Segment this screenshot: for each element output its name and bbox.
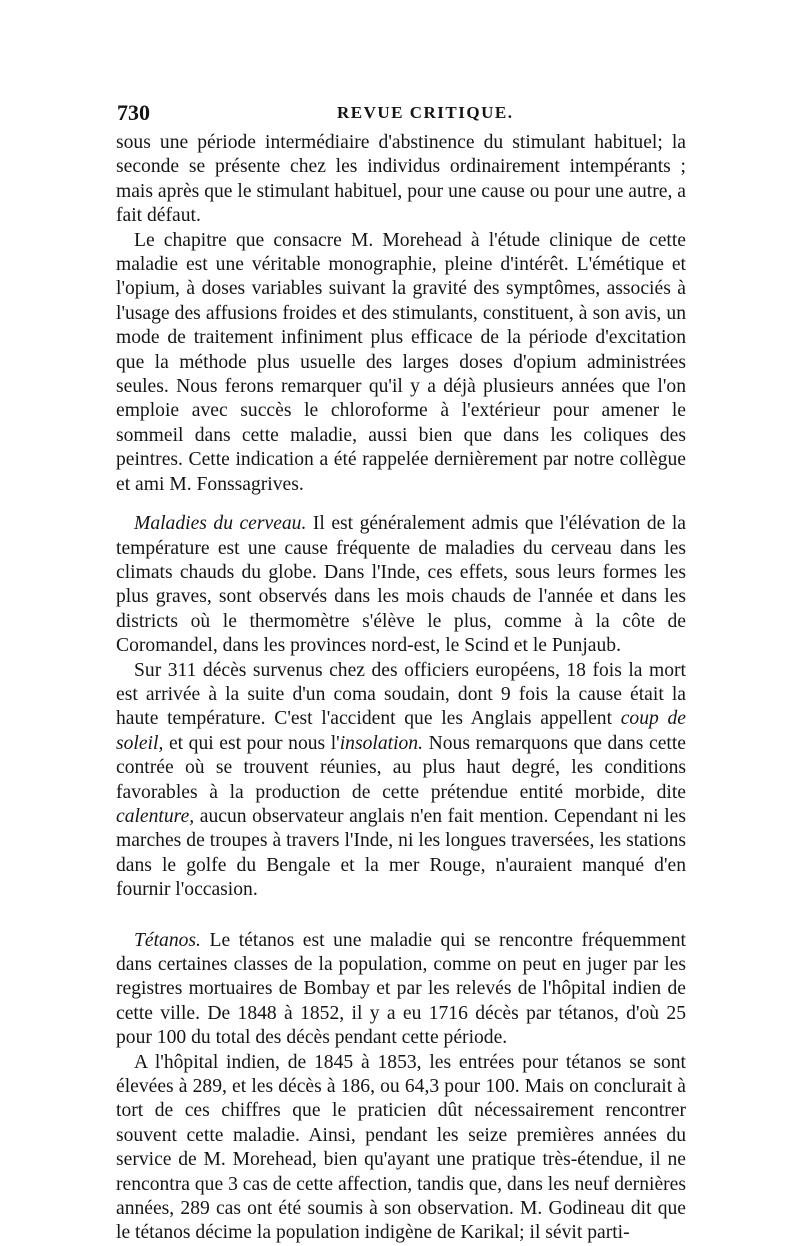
page-number: 730 [117,100,150,125]
term-calenture: calenture, [116,805,195,827]
paragraph-abstinence: sous une période intermédiaire d'abstinence du stimulant habituel; la seconde se présente chez les individus ordinairement intempérants ; mais après que le stimulant habituel, pour une cause ou pour une autre, a fait défaut. [116,132,686,227]
paragraph-insolation: Sur 311 décès survenus chez des officiers européens, 18 fois la mort est arrivée à la suite d'un coma soudain, dont 9 fois la cause était la haute température. C'est l'accident que les Anglais appellent coup de soleil, et qui est pour nous l'insolation. Nous remarquons que dans cette contrée où se trouvent réunies, au plus haut degré, les conditions favorables à la production de cette prétendue entité morbide, dite calenture, aucun observateur anglais n'en fait mention. Cependant ni les marches de troupes à travers l'Inde, ni les longues traversées, les stations dans le golfe du Bengale et la mer Rouge, n'auraient manqué d'en fournir l'occasion. [116,659,687,901]
body-text [116,131,686,1246]
term-coup-de-soleil: coup de soleil, [116,708,687,754]
paragraph-treatment: Le chapitre que consacre M. Morehead à l'étude clinique de cette maladie est une véritable monographie, pleine d'intérêt. L'émétique et l'opium, à doses variables suivant la gravité des symptômes, associés à l'usage des affusions froides et des stimulants, constituent, à son avis, un mode de traitement infiniment plus efficace de la période d'excitation que la méthode plus usuelle des larges doses d'opium administrées seules. Nous ferons remarquer qu'il y a déjà plusieurs années que l'on emploie avec succès le chloroforme à l'extérieur pour amener le sommeil dans cette maladie, aussi bien que dans les coliques des peintres. Cette indication a été rappelée dernièrement par notre collègue et ami M. Fonssagrives. [116,229,686,495]
page-header [117,100,687,130]
running-title: REVUE CRITIQUE. [337,103,514,122]
paragraph-maladies-cerveau: Maladies du cerveau. Il est généralement admis que l'élévation de la température est une cause fréquente de maladies du cerveau dans les climats chauds du globe. Dans l'Inde, ces effets, sous leurs formes les plus graves, sont observés dans les mois chauds de l'année et dans les districts où le thermomètre s'élève le plus, comme à la côte de Coromandel, dans les provinces nord-est, le Scind et le Punjaub. [116,513,687,657]
paragraph-hopital-indien: A l'hôpital indien, de 1845 à 1853, les entrées pour tétanos se sont élevées à 289, et les décès à 186, ou 64,3 pour 100. Mais on conclurait à tort de ces chiffres que le praticien dût nécessairement rencontrer souvent cette maladie. Ainsi, pendant les seize premières années du service de M. Morehead, bien qu'ayant une pratique très-étendue, il ne rencontra que 3 cas de cette affection, tandis que, dans les neuf dernières années, 289 cas ont été soumis à son observation. M. Godineau dit que le tétanos décime la population indigène de Karikal; il sévit parti- [116,1051,686,1244]
section-heading-maladies-du-cerveau: Maladies du cerveau. [134,513,307,535]
term-insolation: insolation. [339,732,424,754]
section-heading-tetanos: Tétanos. [134,929,201,951]
paragraph-tetanos: Tétanos. Le tétanos est une maladie qui se rencontre fréquemment dans certaines classes de la population, comme on peut en juger par les registres mortuaires de Bombay et par les relevés de l'hôpital indien de cette ville. De 1848 à 1852, il y a eu 1716 décès par tétanos, d'où 25 pour 100 du total des décès pendant cette période. [116,929,686,1049]
